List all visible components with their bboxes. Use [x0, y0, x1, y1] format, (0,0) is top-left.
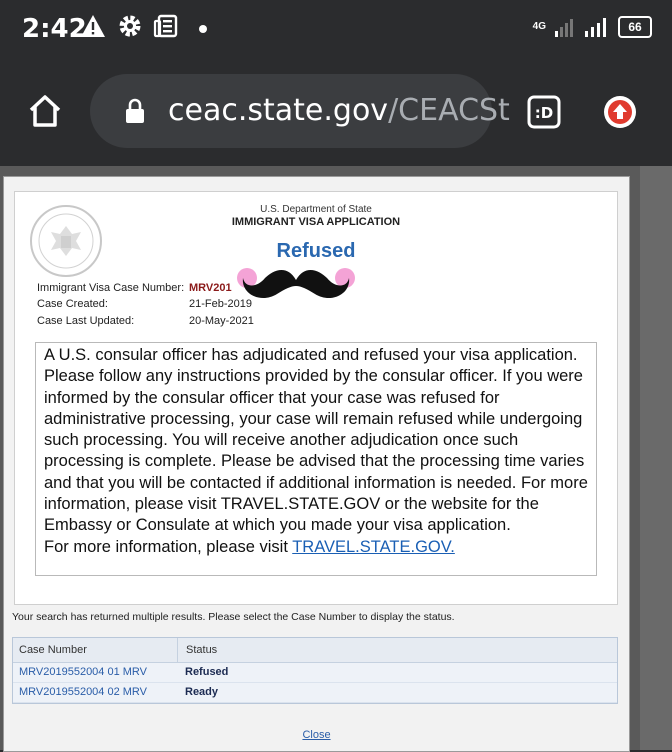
- warning-icon: [80, 14, 106, 38]
- url-text: [168, 93, 510, 128]
- case-status-panel: [14, 191, 618, 605]
- department-name: U.S. Department of State: [260, 204, 372, 215]
- case-number-link[interactable]: MRV2019552004 01 MRV: [19, 666, 148, 678]
- notification-dot-icon: [198, 24, 208, 34]
- scrollbar[interactable]: [640, 166, 672, 750]
- refusal-message-box: [35, 342, 597, 576]
- table-row[interactable]: [13, 663, 617, 683]
- case-status: Refused: [185, 666, 229, 678]
- status-dialog: [3, 176, 630, 752]
- lock-icon: [124, 98, 146, 124]
- case-updated-value: 20-May-2021: [189, 315, 254, 327]
- more-info-prefix: For more information, please visit: [44, 537, 293, 556]
- web-page: [0, 166, 672, 750]
- news-icon: [154, 14, 178, 38]
- signal-icon: [554, 16, 576, 38]
- case-status: Ready: [185, 686, 219, 698]
- mustache-sticker-icon: [235, 264, 357, 306]
- battery-icon: [618, 16, 652, 38]
- clock: 2:42: [22, 14, 87, 44]
- gear-icon: [118, 14, 142, 38]
- application-type: IMMIGRANT VISA APPLICATION: [231, 216, 401, 228]
- close-link[interactable]: Close: [302, 729, 331, 741]
- case-number-link[interactable]: MRV2019552004 02 MRV: [19, 686, 148, 698]
- column-header-status: Status: [186, 644, 218, 656]
- travel-state-gov-link[interactable]: TRAVEL.STATE.GOV.: [292, 537, 455, 556]
- case-number-label: Immigrant Visa Case Number:: [37, 282, 185, 294]
- url-path: /CEACSt: [388, 93, 510, 128]
- signal-icon-2: [584, 16, 610, 38]
- case-number-row: [37, 282, 232, 294]
- home-icon[interactable]: [26, 92, 64, 130]
- case-updated-row: [37, 315, 254, 327]
- svg-text::D: :D: [534, 104, 554, 122]
- more-info-line: [44, 537, 588, 558]
- table-header: [13, 638, 617, 663]
- case-created-label: Case Created:: [37, 298, 108, 310]
- table-row[interactable]: [13, 683, 617, 703]
- status-heading: Refused: [276, 240, 356, 262]
- case-updated-label: Case Last Updated:: [37, 315, 135, 327]
- status-bar: [0, 0, 672, 62]
- url-host: ceac.state.gov: [168, 93, 389, 128]
- column-header-case-number: Case Number: [13, 638, 178, 662]
- results-table: [12, 637, 618, 704]
- refusal-message: A U.S. consular officer has adjudicated and refused your visa application. Please follow any instructions provided by the consular officer. If you were informed by the consular officer that your case was refused for administrative processing, your case will remain refused while undergoing such processing. You will receive another adjudication once such processing is complete. Please be advised that the processing time varies and that you will be contacted if additional information is needed. For more information, please visit TRAVEL.STATE.GOV or the website for the Embassy or Consulate at which you made your visa application.: [44, 346, 588, 535]
- update-icon[interactable]: [602, 94, 638, 130]
- browser-toolbar: [0, 62, 672, 166]
- tabs-icon[interactable]: [526, 94, 562, 130]
- status-indicators: [533, 16, 652, 38]
- network-type: 4G: [532, 21, 546, 32]
- case-created-row: [37, 298, 252, 310]
- case-number-value: MRV201: [189, 282, 232, 294]
- multiple-results-notice: Your search has returned multiple results. Please select the Case Number to display the status.: [12, 611, 455, 623]
- battery-level: 66: [628, 20, 642, 34]
- case-created-value: 21-Feb-2019: [189, 298, 252, 310]
- address-bar[interactable]: [90, 74, 510, 148]
